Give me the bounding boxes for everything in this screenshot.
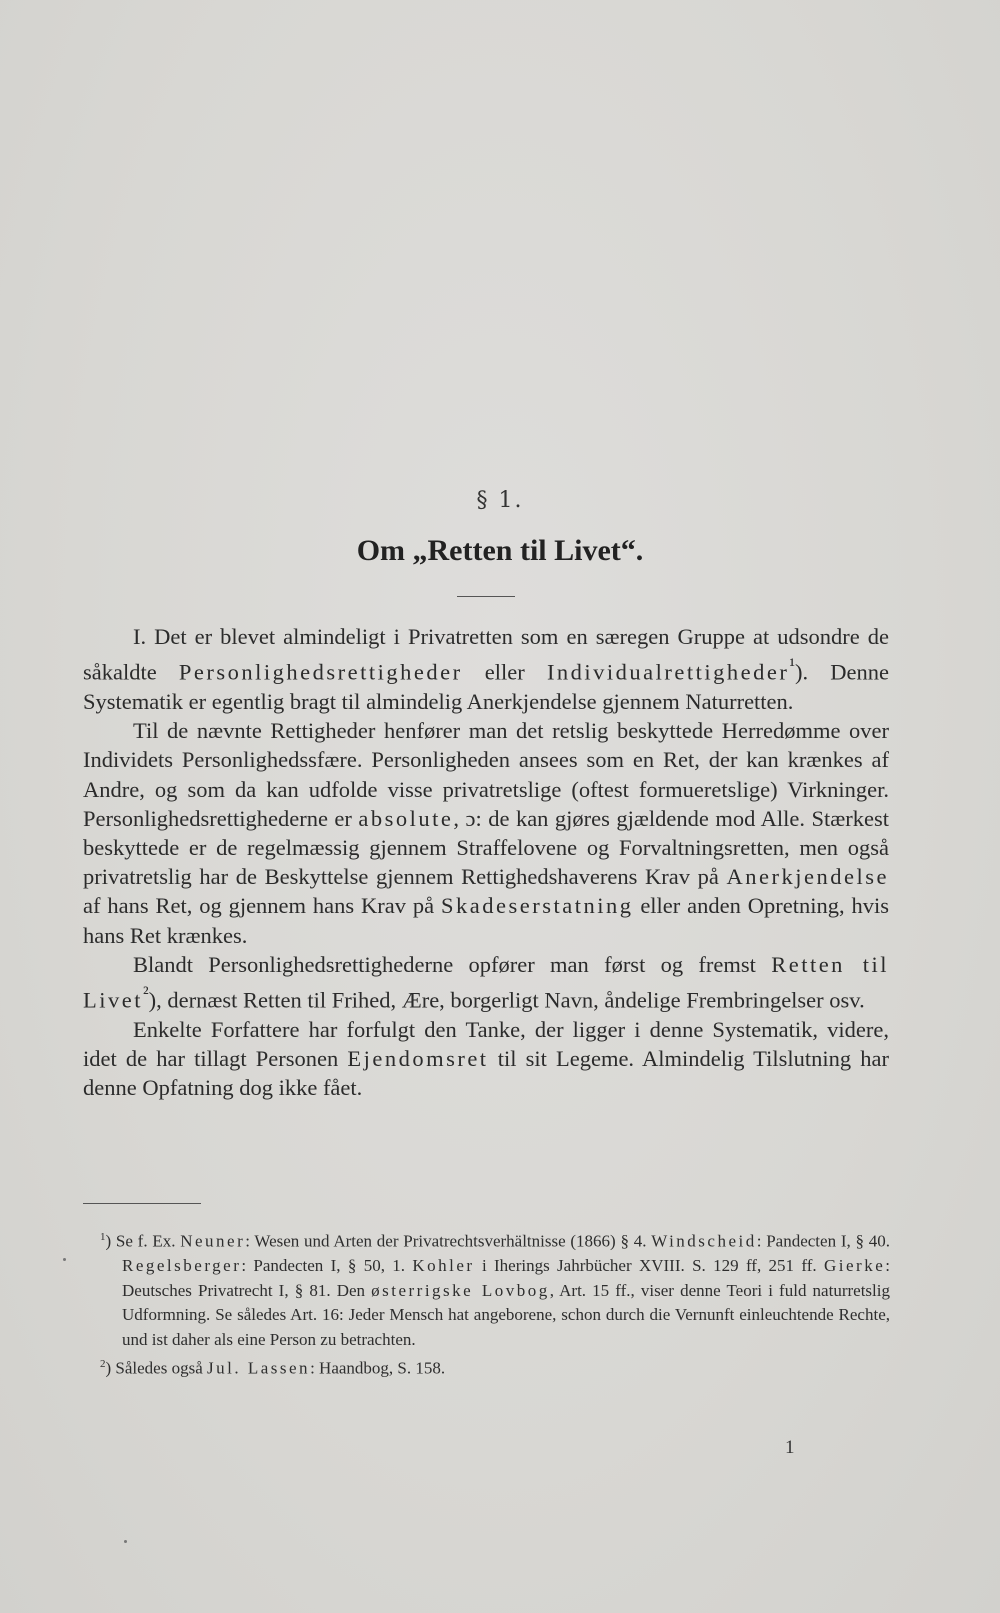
text-run: eller anden Opretning, hvis hans Ret krænkes. bbox=[83, 893, 889, 948]
page-number: 1 bbox=[785, 1437, 795, 1458]
author-name: Windscheid bbox=[651, 1231, 757, 1251]
author-name: Regelsberger bbox=[122, 1256, 242, 1276]
emphasis-term: Retten til Livet bbox=[83, 951, 889, 1013]
paper-speck bbox=[124, 1540, 127, 1543]
emphasis-term: Personlighedsrettigheder bbox=[178, 659, 463, 685]
footnote-divider bbox=[83, 1203, 201, 1204]
author-name: Neuner bbox=[180, 1231, 246, 1251]
text-run: ). Denne Systematik er egentlig bragt til almindelig Anerkjendelse gjennem Naturretten. bbox=[83, 659, 890, 714]
text-run: : Pandecten I, § 40. bbox=[756, 1231, 890, 1251]
text-run: : Deutsches Privatrecht I, § 81. Den bbox=[122, 1256, 890, 1300]
text-run: , Art. 15 ff., viser denne Teori i fuld naturretslig Udformning. Se således Art. 16: Jeder Mensch hat angeborene, schon durch die Vernunft einleuchtende Rechte, und ist daher als eine Person zu betrachten. bbox=[122, 1280, 890, 1349]
emphasis-term: absolute bbox=[358, 805, 454, 831]
text-run: : Haandbog, S. 158. bbox=[310, 1358, 446, 1378]
body-text bbox=[83, 622, 889, 1102]
text-run: af hans Ret, og gjennem hans Krav på bbox=[83, 893, 441, 919]
text-run: til sit Legeme. Almindelig Tilslutning har denne Opfatning dog ikke fået. bbox=[83, 1045, 889, 1101]
emphasis-term: Ejendomsret bbox=[347, 1045, 489, 1071]
paragraph-4 bbox=[83, 1015, 889, 1103]
text-run: , ɔ: de kan gjøres gjældende mod Alle. Stærkest beskyttede er de regelmæssig gjennem Straffelovene og Forvaltningsretten, men også privatretslig har de Beskyttelse gjennem Rettighedshaverens Krav på bbox=[83, 805, 889, 890]
footnote-1 bbox=[100, 1225, 890, 1352]
footnote-number: 1 bbox=[100, 1231, 106, 1243]
paragraph-3 bbox=[83, 950, 889, 1015]
footnote-ref: ² bbox=[142, 982, 149, 1004]
emphasis-term: Anerkjendelse bbox=[726, 864, 889, 890]
footnote-number: 2 bbox=[100, 1358, 106, 1371]
section-mark: § 1. bbox=[476, 488, 524, 513]
text-run: : Pandecten I, § 50, 1. bbox=[241, 1256, 413, 1276]
chapter-title: Om „Retten til Livet“. bbox=[356, 534, 644, 567]
text-run: Enkelte Forfattere har forfulgt den Tanke, der ligger i denne Systematik, videre, idet de har tillagt Personen bbox=[83, 1016, 889, 1071]
title-divider bbox=[457, 596, 515, 597]
author-name: Gierke bbox=[824, 1256, 886, 1276]
author-name: Jul. Lassen bbox=[207, 1358, 311, 1378]
text-run: i Iherings Jahrbücher XVIII. S. 129 ff, 251 ff. bbox=[474, 1256, 824, 1276]
footnote-ref: ¹ bbox=[789, 655, 795, 677]
text-run: I. Det er blevet almindeligt i Privatretten som en særegen Gruppe at udsondre de såkaldte bbox=[83, 624, 889, 685]
text-run: ) Se f. Ex. bbox=[105, 1231, 181, 1251]
paper-speck bbox=[63, 1258, 66, 1261]
text-run: eller bbox=[462, 659, 547, 685]
author-name: Kohler bbox=[412, 1256, 475, 1276]
text-run: : Wesen und Arten der Privatrechtsverhältnisse (1866) § 4. bbox=[245, 1231, 652, 1251]
text-run: ), dernæst Retten til Frihed, Ære, borgerligt Navn, åndelige Frembringelser osv. bbox=[148, 987, 865, 1013]
emphasis-term: østerrigske Lovbog bbox=[371, 1280, 550, 1300]
emphasis-term: Individualrettigheder bbox=[546, 659, 790, 685]
emphasis-term: Skadeserstatning bbox=[440, 893, 634, 919]
footnote-2 bbox=[100, 1352, 890, 1381]
text-run: Til de nævnte Rettigheder henfører man det retslig beskyttede Herredømme over Individets Personlighedssfære. Personligheden ansees som en Ret, der kan krænkes af Andre, og som da kan udfolde visse privatretslige (oftest formueretslige) Virkninger. Personlighedsrettighederne er bbox=[83, 718, 889, 831]
footnotes bbox=[100, 1225, 890, 1381]
paragraph-2 bbox=[83, 716, 889, 950]
text-run: ) Således også bbox=[105, 1358, 208, 1378]
paragraph-1 bbox=[83, 622, 889, 716]
text-run: Blandt Personlighedsrettighederne opfører man først og fremst bbox=[133, 951, 772, 977]
